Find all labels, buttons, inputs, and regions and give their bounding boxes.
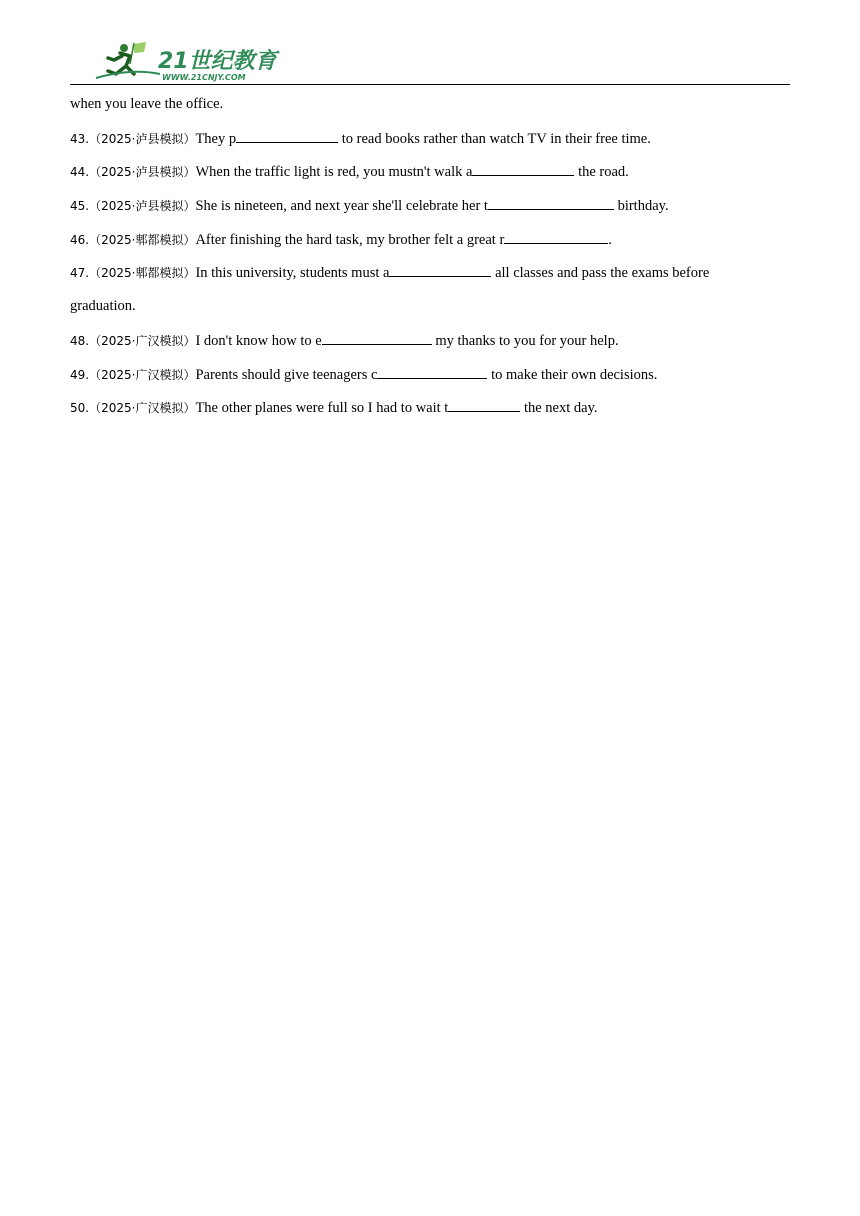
question-text-after: the next day. bbox=[520, 400, 598, 417]
continuation-text: when you leave the office. bbox=[70, 96, 224, 112]
question-text-before: Parents should give teenagers c bbox=[195, 366, 378, 383]
question-47 bbox=[70, 262, 790, 282]
logo bbox=[90, 38, 280, 84]
question-number: 48. bbox=[70, 333, 90, 348]
question-number: 46. bbox=[70, 232, 90, 247]
question-text-after: all classes and pass the exams before bbox=[491, 265, 710, 282]
question-number: 45. bbox=[70, 199, 90, 214]
answer-blank[interactable] bbox=[472, 161, 574, 176]
answer-blank[interactable] bbox=[322, 330, 432, 345]
question-continuation-text: graduation. bbox=[70, 298, 136, 315]
question-46 bbox=[70, 229, 790, 249]
question-text-before: She is nineteen, and next year she'll celebrate her t bbox=[195, 198, 488, 215]
question-49 bbox=[70, 364, 790, 384]
question-source: （2025·泸县模拟） bbox=[89, 131, 196, 146]
question-43 bbox=[70, 128, 790, 148]
page-header bbox=[70, 38, 790, 86]
continuation-line bbox=[70, 94, 790, 114]
question-number: 50. bbox=[70, 401, 90, 416]
logo-url-text: WWW.21CNJY.COM bbox=[162, 73, 246, 82]
question-text-before: After finishing the hard task, my brother felt a great r bbox=[195, 231, 505, 248]
question-text-after: birthday. bbox=[613, 198, 669, 215]
question-text-after: . bbox=[608, 231, 612, 248]
question-text-before: When the traffic light is red, you mustn't walk a bbox=[195, 164, 473, 181]
question-text-after: to read books rather than watch TV in their free time. bbox=[338, 130, 651, 147]
question-text-after: the road. bbox=[574, 164, 629, 181]
answer-blank[interactable] bbox=[448, 397, 520, 412]
question-source: （2025·郫都模拟） bbox=[89, 266, 196, 281]
question-list bbox=[70, 94, 790, 431]
question-source: （2025·郫都模拟） bbox=[89, 232, 196, 247]
question-number: 49. bbox=[70, 367, 90, 382]
answer-blank[interactable] bbox=[389, 262, 491, 277]
question-source: （2025·广汉模拟） bbox=[89, 401, 196, 416]
question-text-before: I don't know how to e bbox=[195, 332, 322, 349]
logo-brand-text: 21世纪教育 bbox=[158, 49, 277, 74]
question-source: （2025·泸县模拟） bbox=[89, 199, 196, 214]
question-text-before: In this university, students must a bbox=[195, 265, 390, 282]
runner-with-flag-logo bbox=[96, 42, 160, 78]
question-number: 44. bbox=[70, 165, 90, 180]
question-number: 47. bbox=[70, 266, 90, 281]
question-50 bbox=[70, 397, 790, 417]
question-47-continuation bbox=[70, 296, 790, 316]
question-text-before: They p bbox=[195, 130, 237, 147]
question-source: （2025·广汉模拟） bbox=[89, 333, 196, 348]
question-48 bbox=[70, 330, 790, 350]
question-source: （2025·泸县模拟） bbox=[89, 165, 196, 180]
header-divider bbox=[70, 84, 790, 85]
question-45 bbox=[70, 195, 790, 215]
answer-blank[interactable] bbox=[488, 195, 614, 210]
question-text-before: The other planes were full so I had to wait t bbox=[195, 400, 449, 417]
answer-blank[interactable] bbox=[377, 364, 487, 379]
question-number: 43. bbox=[70, 131, 90, 146]
answer-blank[interactable] bbox=[236, 128, 338, 143]
question-44 bbox=[70, 161, 790, 181]
answer-blank[interactable] bbox=[504, 229, 608, 244]
question-text-after: to make their own decisions. bbox=[487, 366, 658, 383]
question-source: （2025·广汉模拟） bbox=[89, 367, 196, 382]
question-text-after: my thanks to you for your help. bbox=[431, 332, 619, 349]
